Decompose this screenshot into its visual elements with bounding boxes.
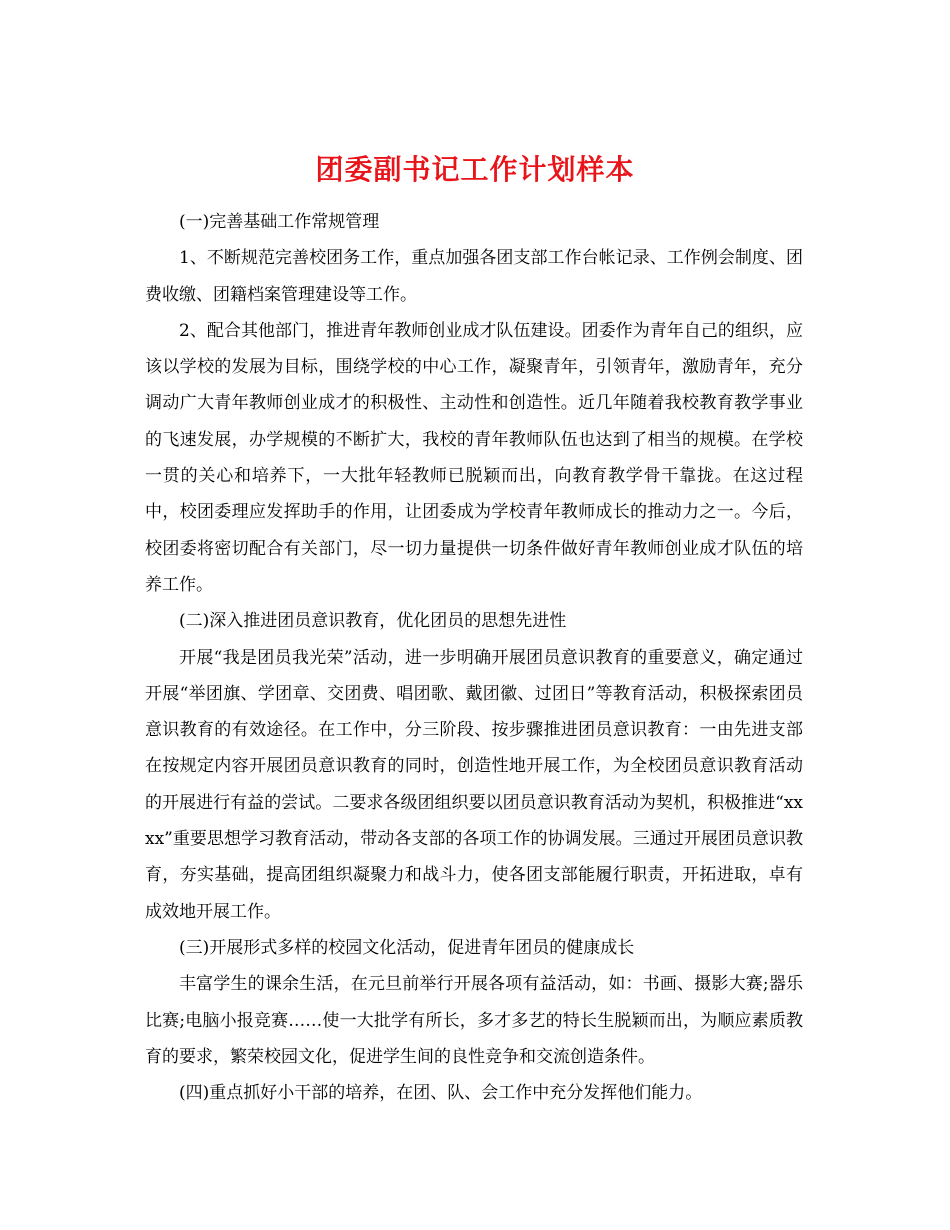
section-heading-2: (二)深入推进团员意识教育，优化团员的思想先进性 xyxy=(179,611,567,632)
document-title: 团委副书记工作计划样本 xyxy=(315,152,635,186)
paragraph-2: 2、配合其他部门，推进青年教师创业成才队伍建设。团委作为青年自己的组织，应该以学校的发展为目标，围绕学校的中心工作，凝聚青年，引领青年，激励青年，充分调动广大青年教师创业成才的积极性、主动性和创造性。近几年随着我校教育教学事业的飞速发展，办学规模的不断扩大，我校的青年教师队伍也达到了相当的规模。在学校一贯的关心和培养下，一大批年轻教师已脱颖而出，向教育教学骨干靠拢。在这过程中，校团委理应发挥助手的作用，让团委成为学校青年教师成长的推动力之一。今后，校团委将密切配合有关部门，尽一切力量提供一切条件做好青年教师创业成才队伍的培养工作。 xyxy=(145,320,803,595)
section-heading-3: (三)开展形式多样的校园文化活动，促进青年团员的健康成长 xyxy=(179,937,635,958)
paragraph-3: 开展“我是团员我光荣”活动，进一步明确开展团员意识教育的重要意义，确定通过开展“举团旗、学团章、交团费、唱团歌、戴团徽、过团日”等教育活动，积极探索团员意识教育的有效途径。在工作中，分三阶段、按步骤推进团员意识教育：一由先进支部在按规定内容开展团员意识教育的同时，创造性地开展工作，为全校团员意识教育活动的开展进行有益的尝试。二要求各级团组织要以团员意识教育活动为契机，积极推进“xxxx”重要思想学习教育活动，带动各支部的各项工作的协调发展。三通过开展团员意识教育，夯实基础，提高团组织凝聚力和战斗力，使各团支部能履行职责，开拓进取，卓有成效地开展工作。 xyxy=(145,647,803,922)
paragraph-1: 1、不断规范完善校团务工作，重点加强各团支部工作台帐记录、工作例会制度、团费收缴、团籍档案管理建设等工作。 xyxy=(145,248,803,305)
document-body xyxy=(145,204,803,1111)
section-heading-4: (四)重点抓好小干部的培养，在团、队、会工作中充分发挥他们能力。 xyxy=(179,1083,703,1104)
section-heading-1: (一)完善基础工作常规管理 xyxy=(179,212,380,232)
paragraph-4: 丰富学生的课余生活，在元旦前举行开展各项有益活动，如：书画、摄影大赛;器乐比赛;电脑小报竞赛……使一大批学有所长，多才多艺的特长生脱颖而出，为顺应素质教育的要求，繁荣校园文化，促进学生间的良性竞争和交流创造条件。 xyxy=(145,974,803,1067)
